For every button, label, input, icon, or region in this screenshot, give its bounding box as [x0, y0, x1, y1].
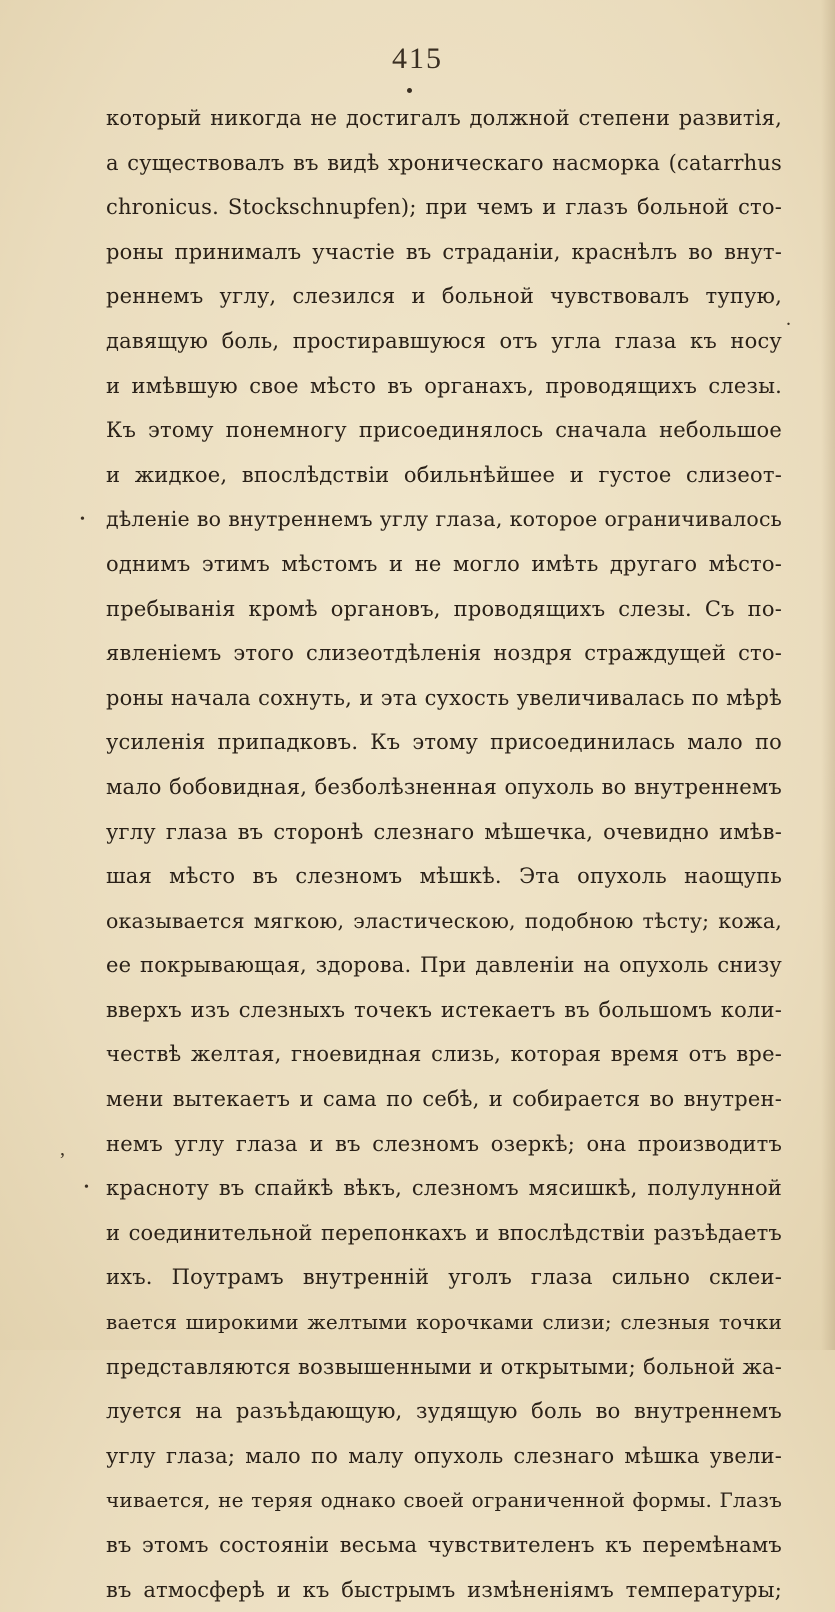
text-line: однимъ этимъ мѣстомъ и не могло имѣть другаго мѣсто-	[106, 551, 782, 576]
margin-mark: .	[786, 308, 791, 330]
text-line: роны начала сохнуть, и эта сухость увеличивалась по мѣрѣ	[106, 685, 782, 710]
text-line: чествѣ желтая, гноевидная слизь, которая время отъ вре-	[106, 1042, 782, 1067]
text-line: и соединительной перепонкахъ и впослѣдствіи разъѣдаетъ	[106, 1220, 782, 1245]
text-line: явленіемъ этого слизеотдѣленія ноздря страждущей сто-	[106, 641, 782, 666]
text-line: въ этомъ состояніи весьма чувствителенъ къ перемѣнамъ	[106, 1533, 782, 1557]
page-edge-shadow	[821, 0, 835, 1350]
text-line: мало бобовидная, безболѣзненная опухоль во внутреннемъ	[106, 774, 782, 799]
text-line: красноту въ спайкѣ вѣкъ, слезномъ мясишкѣ, полулунной	[106, 1176, 782, 1201]
text-line: и имѣвшую свое мѣсто въ органахъ, проводящихъ слезы.	[106, 373, 782, 398]
page-number: 415	[392, 42, 443, 75]
text-line: представляются возвышенными и открытыми; больной жа-	[106, 1354, 782, 1379]
text-line: мени вытекаетъ и сама по себѣ, и собирается во внутрен-	[106, 1087, 782, 1112]
text-line: луется на разъѣдающую, зудящую боль во внутреннемъ	[106, 1399, 782, 1424]
text-line: chronicus. Stockschnupfen); при чемъ и глазъ больной сто-	[106, 195, 782, 220]
text-line: немъ углу глаза и въ слезномъ озеркѣ; она производитъ	[106, 1131, 782, 1156]
text-line: Къ этому понемногу присоединялось сначала небольшое	[106, 418, 782, 443]
text-line: вается широкими желтыми корочками слизи; слезныя точки	[106, 1310, 782, 1335]
text-line: вверхъ изъ слезныхъ точекъ истекаетъ въ большомъ коли-	[106, 997, 782, 1022]
text-line: шая мѣсто въ слезномъ мѣшкѣ. Эта опухоль наощупь	[106, 864, 782, 889]
text-line: въ атмосферѣ и къ быстрымъ измѣненіямъ температуры;	[106, 1577, 782, 1602]
text-line: реннемъ углу, слезился и больной чувствовалъ тупую,	[106, 284, 782, 309]
margin-mark: •	[80, 512, 85, 527]
text-line: и жидкое, впослѣдствіи обильнѣйшее и густое слизеот-	[106, 462, 782, 487]
text-line: ее покрывающая, здорова. При давленіи на опухоль снизу	[106, 953, 782, 978]
margin-mark: ,	[60, 1138, 65, 1160]
text-line: дѣленіе во внутреннемъ углу глаза, которое ограничивалось	[106, 507, 782, 532]
text-line: чивается, не теряя однако своей ограниченной формы. Глазъ	[106, 1488, 782, 1513]
text-line: давящую боль, простиравшуюся отъ угла глаза къ носу	[106, 328, 782, 353]
text-line: ихъ. Поутрамъ внутренній уголъ глаза сильно склеи-	[106, 1265, 782, 1290]
body-text	[106, 96, 782, 1612]
text-line: а существовалъ въ видѣ хроническаго насморка (catarrhus	[106, 150, 782, 175]
text-line: оказывается мягкою, эластическою, подобною тѣсту; кожа,	[106, 908, 782, 933]
text-line: углу глаза въ сторонѣ слезнаго мѣшечка, очевидно имѣв-	[106, 819, 782, 844]
ornament-dot	[407, 88, 412, 93]
text-line: углу глаза; мало по малу опухоль слезнаго мѣшка увели-	[106, 1443, 782, 1468]
text-line: роны принималъ участіе въ страданіи, краснѣлъ во внут-	[106, 239, 782, 264]
text-line: усиленія припадковъ. Къ этому присоединилась мало по	[106, 730, 782, 755]
text-line: пребыванія кромѣ органовъ, проводящихъ слезы. Съ по-	[106, 596, 782, 621]
margin-mark: •	[84, 1180, 89, 1195]
text-line: который никогда не достигалъ должной степени развитія,	[106, 106, 782, 130]
